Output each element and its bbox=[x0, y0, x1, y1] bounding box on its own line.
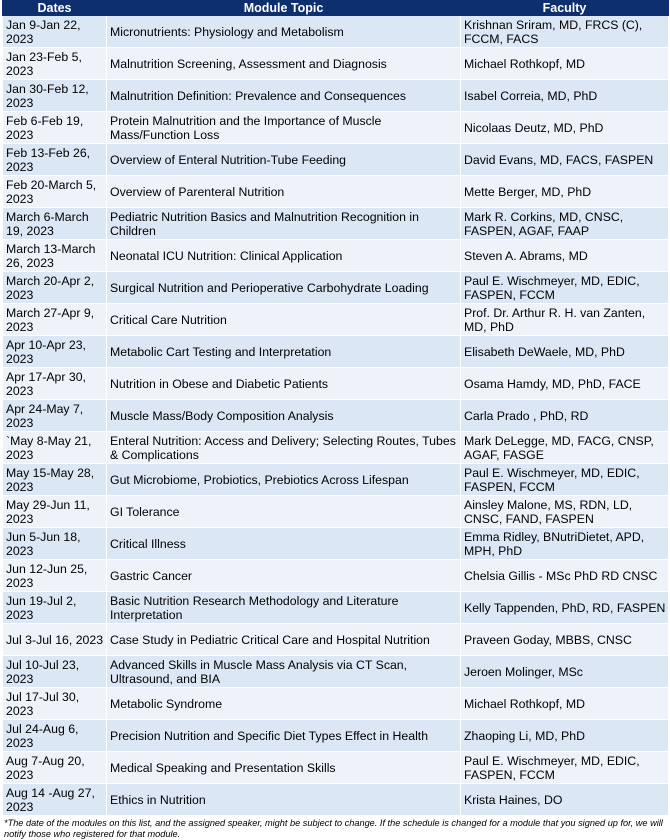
table-row bbox=[3, 368, 669, 400]
table-row bbox=[3, 208, 669, 240]
cell-module-topic: Advanced Skills in Muscle Mass Analysis via CT Scan, Ultrasound, and BIA bbox=[107, 656, 461, 688]
cell-dates: May 15-May 28, 2023 bbox=[3, 464, 107, 496]
cell-dates: Apr 24-May 7, 2023 bbox=[3, 400, 107, 432]
cell-faculty: Mette Berger, MD, PhD bbox=[461, 176, 669, 208]
cell-dates: Apr 10-Apr 23, 2023 bbox=[3, 336, 107, 368]
cell-dates: March 6-March 19, 2023 bbox=[3, 208, 107, 240]
table-row bbox=[3, 560, 669, 592]
cell-faculty: Zhaoping Li, MD, PhD bbox=[461, 720, 669, 752]
cell-module-topic: Pediatric Nutrition Basics and Malnutrition Recognition in Children bbox=[107, 208, 461, 240]
table-row bbox=[3, 592, 669, 624]
cell-module-topic: Case Study in Pediatric Critical Care and Hospital Nutrition bbox=[107, 624, 461, 656]
table-row bbox=[3, 16, 669, 48]
cell-module-topic: Enteral Nutrition: Access and Delivery; Selecting Routes, Tubes & Complications bbox=[107, 432, 461, 464]
table-header-row bbox=[3, 1, 669, 16]
table-row bbox=[3, 304, 669, 336]
cell-module-topic: Gastric Cancer bbox=[107, 560, 461, 592]
cell-dates: Feb 6-Feb 19, 2023 bbox=[3, 112, 107, 144]
cell-faculty: Michael Rothkopf, MD bbox=[461, 688, 669, 720]
cell-module-topic: Micronutrients: Physiology and Metabolism bbox=[107, 16, 461, 48]
cell-module-topic: Protein Malnutrition and the Importance of Muscle Mass/Function Loss bbox=[107, 112, 461, 144]
cell-faculty: Nicolaas Deutz, MD, PhD bbox=[461, 112, 669, 144]
cell-dates: Aug 14 -Aug 27, 2023 bbox=[3, 784, 107, 816]
cell-faculty: Jeroen Molinger, MSc bbox=[461, 656, 669, 688]
table-row bbox=[3, 48, 669, 80]
header-dates: Dates bbox=[3, 1, 107, 16]
cell-dates: Jul 3-Jul 16, 2023 bbox=[3, 624, 107, 656]
cell-dates: Jul 24-Aug 6, 2023 bbox=[3, 720, 107, 752]
cell-module-topic: Nutrition in Obese and Diabetic Patients bbox=[107, 368, 461, 400]
cell-dates: Jan 9-Jan 22, 2023 bbox=[3, 16, 107, 48]
cell-dates: Jun 5-Jun 18, 2023 bbox=[3, 528, 107, 560]
cell-faculty: Paul E. Wischmeyer, MD, EDIC, FASPEN, FCCM bbox=[461, 752, 669, 784]
cell-module-topic: Critical Care Nutrition bbox=[107, 304, 461, 336]
cell-dates: March 13-March 26, 2023 bbox=[3, 240, 107, 272]
cell-module-topic: Gut Microbiome, Probiotics, Prebiotics Across Lifespan bbox=[107, 464, 461, 496]
cell-module-topic: Malnutrition Screening, Assessment and Diagnosis bbox=[107, 48, 461, 80]
cell-module-topic: Neonatal ICU Nutrition: Clinical Application bbox=[107, 240, 461, 272]
cell-dates: Jun 12-Jun 25, 2023 bbox=[3, 560, 107, 592]
cell-faculty: Krishnan Sriram, MD, FRCS (C), FCCM, FACS bbox=[461, 16, 669, 48]
cell-module-topic: Overview of Parenteral Nutrition bbox=[107, 176, 461, 208]
cell-module-topic: Surgical Nutrition and Perioperative Carbohydrate Loading bbox=[107, 272, 461, 304]
cell-dates: Aug 7-Aug 20, 2023 bbox=[3, 752, 107, 784]
cell-dates: Feb 20-March 5, 2023 bbox=[3, 176, 107, 208]
table-row bbox=[3, 752, 669, 784]
cell-dates: March 27-Apr 9, 2023 bbox=[3, 304, 107, 336]
table-row bbox=[3, 240, 669, 272]
cell-dates: Jan 30-Feb 12, 2023 bbox=[3, 80, 107, 112]
cell-module-topic: GI Tolerance bbox=[107, 496, 461, 528]
cell-dates: `May 8-May 21, 2023 bbox=[3, 432, 107, 464]
cell-module-topic: Ethics in Nutrition bbox=[107, 784, 461, 816]
cell-faculty: Emma Ridley, BNutriDietet, APD, MPH, PhD bbox=[461, 528, 669, 560]
cell-module-topic: Muscle Mass/Body Composition Analysis bbox=[107, 400, 461, 432]
table-row bbox=[3, 464, 669, 496]
cell-module-topic: Critical Illness bbox=[107, 528, 461, 560]
cell-faculty: Carla Prado , PhD, RD bbox=[461, 400, 669, 432]
cell-faculty: Paul E. Wischmeyer, MD, EDIC, FASPEN, FCCM bbox=[461, 464, 669, 496]
cell-module-topic: Basic Nutrition Research Methodology and Literature Interpretation bbox=[107, 592, 461, 624]
table-row bbox=[3, 176, 669, 208]
cell-faculty: Steven A. Abrams, MD bbox=[461, 240, 669, 272]
header-faculty: Faculty bbox=[461, 1, 669, 16]
cell-faculty: Paul E. Wischmeyer, MD, EDIC, FASPEN, FCCM bbox=[461, 272, 669, 304]
cell-module-topic: Medical Speaking and Presentation Skills bbox=[107, 752, 461, 784]
cell-faculty: Prof. Dr. Arthur R. H. van Zanten, MD, PhD bbox=[461, 304, 669, 336]
cell-faculty: Kelly Tappenden, PhD, RD, FASPEN bbox=[461, 592, 669, 624]
table-body bbox=[3, 16, 669, 816]
cell-faculty: Mark R. Corkins, MD, CNSC, FASPEN, AGAF, FAAP bbox=[461, 208, 669, 240]
table-row bbox=[3, 400, 669, 432]
cell-faculty: Praveen Goday, MBBS, CNSC bbox=[461, 624, 669, 656]
cell-dates: May 29-Jun 11, 2023 bbox=[3, 496, 107, 528]
cell-dates: March 20-Apr 2, 2023 bbox=[3, 272, 107, 304]
cell-module-topic: Metabolic Syndrome bbox=[107, 688, 461, 720]
cell-dates: Jan 23-Feb 5, 2023 bbox=[3, 48, 107, 80]
table-row bbox=[3, 688, 669, 720]
cell-faculty: Chelsia Gillis - MSc PhD RD CNSC bbox=[461, 560, 669, 592]
cell-dates: Apr 17-Apr 30, 2023 bbox=[3, 368, 107, 400]
table-row bbox=[3, 528, 669, 560]
table-row bbox=[3, 784, 669, 816]
table-row bbox=[3, 432, 669, 464]
table-row bbox=[3, 272, 669, 304]
cell-module-topic: Overview of Enteral Nutrition-Tube Feeding bbox=[107, 144, 461, 176]
module-schedule-table bbox=[2, 0, 669, 816]
table-row bbox=[3, 336, 669, 368]
cell-faculty: Osama Hamdy, MD, PhD, FACE bbox=[461, 368, 669, 400]
cell-module-topic: Metabolic Cart Testing and Interpretation bbox=[107, 336, 461, 368]
cell-module-topic: Malnutrition Definition: Prevalence and Consequences bbox=[107, 80, 461, 112]
footnote: *The date of the modules on this list, and the assigned speaker, might be subject to change. If the schedule is changed for a module that you signed up for, we will notify those who registered for that module. bbox=[4, 818, 663, 839]
table-row bbox=[3, 144, 669, 176]
cell-faculty: David Evans, MD, FACS, FASPEN bbox=[461, 144, 669, 176]
cell-dates: Jul 10-Jul 23, 2023 bbox=[3, 656, 107, 688]
header-module-topic: Module Topic bbox=[107, 1, 461, 16]
table-row bbox=[3, 112, 669, 144]
table-row bbox=[3, 80, 669, 112]
cell-module-topic: Precision Nutrition and Specific Diet Types Effect in Health bbox=[107, 720, 461, 752]
cell-faculty: Mark DeLegge, MD, FACG, CNSP, AGAF, FASGE bbox=[461, 432, 669, 464]
table-row bbox=[3, 496, 669, 528]
cell-faculty: Isabel Correia, MD, PhD bbox=[461, 80, 669, 112]
cell-faculty: Elisabeth DeWaele, MD, PhD bbox=[461, 336, 669, 368]
table-row bbox=[3, 720, 669, 752]
cell-faculty: Ainsley Malone, MS, RDN, LD, CNSC, FAND, FASPEN bbox=[461, 496, 669, 528]
cell-dates: Jul 17-Jul 30, 2023 bbox=[3, 688, 107, 720]
table-row bbox=[3, 624, 669, 656]
cell-faculty: Krista Haines, DO bbox=[461, 784, 669, 816]
cell-dates: Jun 19-Jul 2, 2023 bbox=[3, 592, 107, 624]
cell-faculty: Michael Rothkopf, MD bbox=[461, 48, 669, 80]
cell-dates: Feb 13-Feb 26, 2023 bbox=[3, 144, 107, 176]
table-row bbox=[3, 656, 669, 688]
